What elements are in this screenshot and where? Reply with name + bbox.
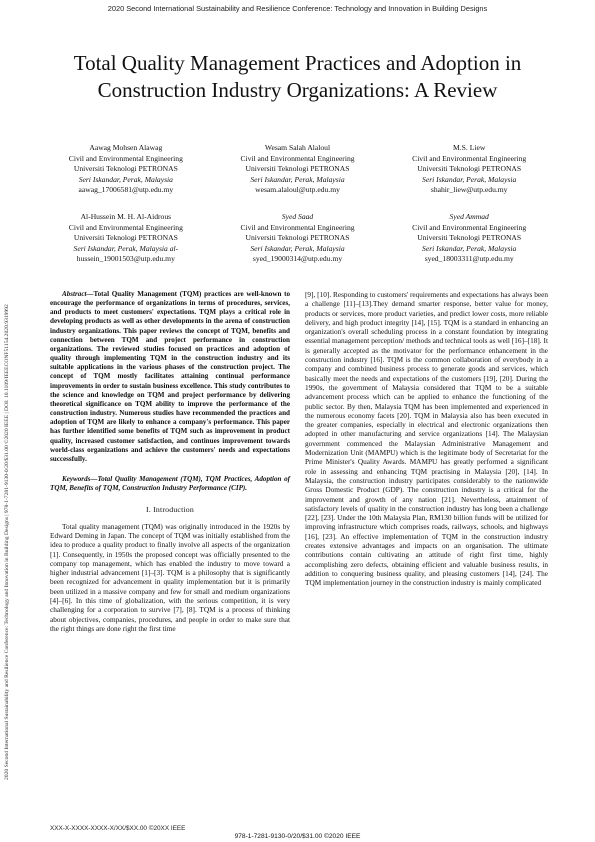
author-name: Syed Saad — [281, 212, 314, 221]
author-email: shahir_liew@utp.edu.my — [430, 185, 508, 195]
author-block — [40, 212, 212, 265]
author-name: M.S. Liew — [453, 143, 486, 152]
author-location: Seri Iskandar, Perak, Malaysia — [422, 243, 517, 253]
conference-header: 2020 Second International Sustainability and Resilience Conference: Technology and Innovation in Building Designs — [107, 4, 488, 13]
author-location: Seri Iskandar, Perak, Malaysia al- — [73, 243, 179, 253]
author-affiliation: Civil and Environmental Engineering Universiti Teknologi PETRONAS — [240, 153, 355, 174]
author-name: Al-Hussein M. H. Al-Aidrous — [80, 212, 172, 221]
left-column — [50, 290, 290, 633]
author-block — [212, 212, 384, 265]
footer-code: XXX-X-XXXX-XXXX-X/XX/$XX.00 ©20XX IEEE — [50, 825, 186, 832]
author-location: Seri Iskandar, Perak, Malaysia — [422, 174, 517, 184]
author-email: syed_19000314@utp.edu.my — [252, 254, 343, 264]
paper-title: Total Quality Management Practices and Adoption in Construction Industry Organizations: A Review — [73, 51, 522, 103]
section-heading: I. Introduction — [145, 505, 195, 515]
author-email: aawag_17006581@utp.edu.my — [78, 185, 174, 195]
footer-isbn: 978-1-7281-9130-0/20/$31.00 ©2020 IEEE — [234, 833, 361, 840]
author-row-2 — [40, 212, 555, 265]
author-block — [383, 212, 555, 265]
author-name: Aawag Mohsen Alawag — [89, 143, 163, 152]
author-affiliation: Civil and Environmental Engineering Universiti Teknologi PETRONAS — [240, 222, 355, 243]
author-affiliation: Civil and Environmental Engineering Universiti Teknologi PETRONAS — [412, 153, 527, 174]
side-identifier-text: 2020 Second International Sustainability and Resilience Conference: Technology and Innovation in Building Designs | 978-1-7281-9130-0/20/$31.00 ©2020 IEEE | DOI: 10.1109/IEEECONF51154.2020.9319992 — [4, 304, 10, 780]
author-name: Syed Ammad — [449, 212, 489, 221]
author-block — [40, 143, 212, 196]
author-email: syed_18003311@utp.edu.my — [424, 254, 514, 264]
author-location: Seri Iskandar, Perak, Malaysia — [78, 174, 173, 184]
author-row-1 — [40, 143, 555, 196]
author-affiliation: Civil and Environmental Engineering Universiti Teknologi PETRONAS — [68, 222, 183, 243]
abstract — [50, 290, 290, 464]
author-email: wesam.alaloul@utp.edu.my — [255, 185, 340, 195]
author-location: Seri Iskandar, Perak, Malaysia — [250, 243, 345, 253]
author-email: hussein_19001503@utp.edu.my — [76, 254, 175, 264]
intro-paragraph-continued: [9], [10]. Responding to customers' requirements and expectations has always been a challenge [11]–[13].They demand smarter response, better value for money, products or services, more product varieties, and predict lower costs, more reliable delivery, and high product integrity [14], [15]. TQM is a standard in enhancing an organization's overall scheduling process in a constant foundation by integrating essential management perception/ methods and technical tools as well [16]–[18]. It is generally accepted as the motivator for the performance enhancement in the construction industry [16]. TQM is the common collaboration of everybody in a company and combined business process to generate goods and services, which basically meet the needs and expectations of the customers [19], [20]. During the 1990s, the government of Malaysia considered that TQM to be a suitable advancement process which can be applied to enhance the functioning of the public sector. By then, Malaysia TQM has been implemented and experienced in the numerous economy facets [20]. TQM in Malaysia also has been executed in the greater companies, especially in electrical and electronic organizations then adopted in other manufacturing and service organizations [14]. The Malaysian government commenced the Malaysian Administrative Management and Modernization Unit (MAMPU) which is the legitimate body of Secretariat for the Prime Minister's Quality Awards. MAMPU has greatly performed a significant role in assessing and enhancing TQM practising in Malaysia [20], [14]. In Malaysia, the construction industry participates considerably to the nationwide Gross Domestic Product (GDP). The construction industry is a critical for the improvement and growth of any nation [21]. Nevertheless, attainment of satisfactory levels of quality in the construction industry has long been a challenge [22], [23]. Under the 10th Malaysia Plan, RM130 billion funds will be utilized for improving infrastructure which comprises roads, railways, schools, and highways [16], [23]. An effective implementation of TQM in the construction industry creates extensive advantages and impacts on an organisation. The ultimate contributions contain cultivating an attitude of right first time, highly accomplishing zero defects, obtaining efficient and valuable business results, in addition to conquering business quality, and pleasing customers [14], [24]. The TQM implementation journey in the construction industry is mainly complicated — [305, 290, 548, 588]
author-block — [383, 143, 555, 196]
abstract-label: Abstract— — [62, 290, 94, 298]
author-location: Seri Iskandar, Perak, Malaysia — [250, 174, 345, 184]
abstract-text: Total Quality Management (TQM) practices are well-known to encourage the performance of organizations in terms of procedures, services, and products to meet customers' expectations. TQM plays a critical role in developing products as well as other developments in the arena of construction industry organizations. This paper reviews the concept of TQM, benefits and connection between TQM and project performance in construction organizations. The reviewed studies focused on practices and adoption of quality through implementing TQM in the construction industry and its suitable applications in the various phases of the construction project. The concept of TQM mostly facilitates attaining continual performance improvements in order to sustain business excellence. This study contributes to the science and knowledge on TQM and project performance by delivering theoretical significance on TQM ability to improve the performance of the construction industry. Numerous studies have recommended the practices and adoption of TQM are likely to enhance a company's performance. This paper has further identified some benefits of TQM such as improvement in product quality, increased customer satisfaction, and continues improvement towards world-class organizations and achieve the customers' needs and expectations successfully. — [50, 290, 290, 463]
keywords: Keywords—Total Quality Management (TQM), TQM Practices, Adoption of TQM, Benefits of TQM, Construction Industry Performance (CIP). — [50, 474, 290, 493]
author-name: Wesam Salah Alaloul — [264, 143, 331, 152]
right-column — [305, 290, 548, 588]
author-affiliation: Civil and Environmental Engineering Universiti Teknologi PETRONAS — [68, 153, 183, 174]
intro-paragraph: Total quality management (TQM) was originally introduced in the 1920s by Edward Deming in Japan. The concept of TQM was initially established from the idea to produce a quality product to finally involve all aspects of the organization [1]. Consequently, in 1950s the proposed concept was officially presented to the company top management, which has enabled the industry to move toward a higher industrial advancement [1]–[3]. TQM is a philosophy that is significantly been recognized for advancement in quality implementation but it is primarily been utilized in a massive company and few for small and medium organizations [4]–[6]. In this time of globalization, with the serious competition, it is very challenging for a corporation to survive [7], [8]. TQM is a process of thinking about objectives, companies, procedures, and people in order to make sure that the right things are done right the first time — [50, 521, 290, 633]
author-affiliation: Civil and Environmental Engineering Universiti Teknologi PETRONAS — [412, 222, 527, 243]
author-block — [212, 143, 384, 196]
side-identifier — [3, 80, 13, 780]
